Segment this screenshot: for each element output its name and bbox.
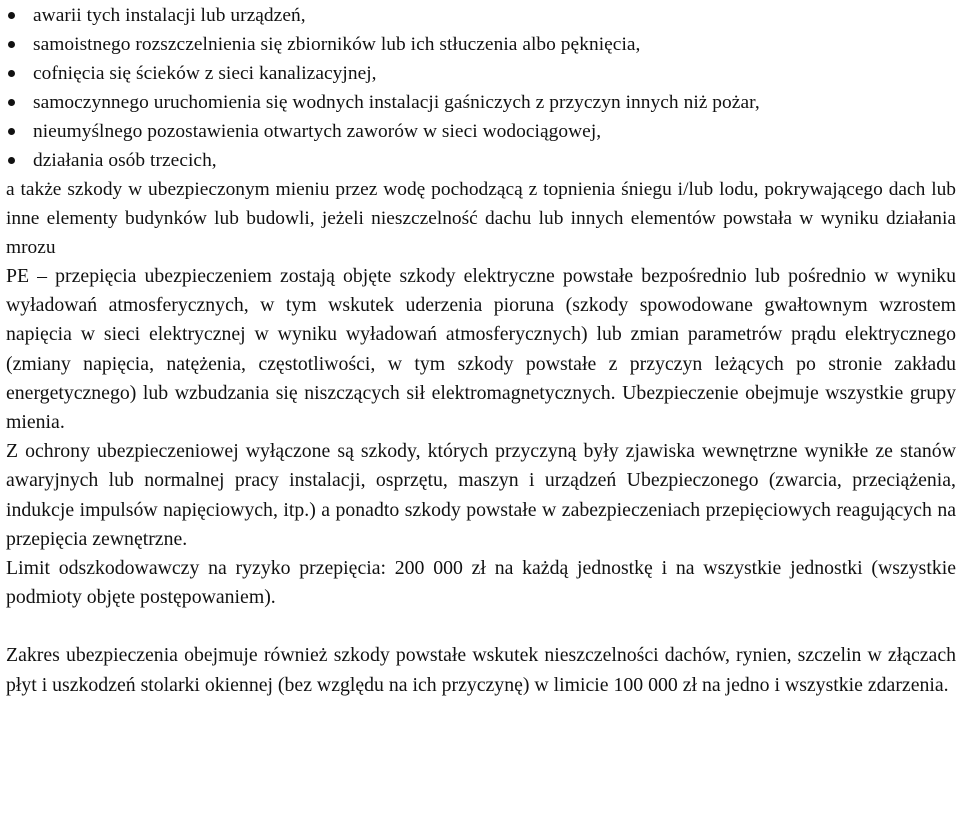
list-item [6,59,956,88]
list-item-text: awarii tych instalacji lub urządzeń, [33,5,306,26]
list-item [6,30,956,59]
list-item [6,88,956,117]
list-item-text: samoczynnego uruchomienia się wodnych instalacji gaśniczych z przyczyn innych niż pożar, [33,92,760,113]
bullet-icon [8,128,15,135]
bullet-icon [8,99,15,106]
scope-paragraph: Zakres ubezpieczenia obejmuje również szkody powstałe wskutek nieszczelności dachów, rynien, szczelin w złączach płyt i uszkodzeń stolarki okiennej (bez względu na ich przyczynę) w limicie 100 000 zł na jedno i wszystkie zdarzenia. [6,644,956,696]
bullet-icon [8,41,15,48]
bullet-icon [8,12,15,19]
snow-melt-paragraph: a także szkody w ubezpieczonym mieniu przez wodę pochodzącą z topnienia śniegu i/lub lodu, pokrywającego dach lub inne elementy budynków lub budowli, jeżeli nieszczelność dachu lub innych elementów powstała w wyniku działania mrozu [6,179,956,258]
list-item [6,117,956,146]
bullet-icon [8,70,15,77]
surge-paragraph [6,262,956,437]
list-item-text: działania osób trzecich, [33,150,217,171]
list-item-text: nieumyślnego pozostawienia otwartych zaworów w sieci wodociągowej, [33,121,602,142]
list-item-text: cofnięcia się ścieków z sieci kanalizacyjnej, [33,63,377,84]
surge-description: – przepięcia ubezpieczeniem zostają objęte szkody elektryczne powstałe bezpośrednio lub pośrednio w wyniku wyładowań atmosferycznych, w tym wskutek uderzenia pioruna (szkody spowodowane gwałtownym wzrostem napięcia w sieci elektrycznej w wyniku wyładowań atmosferycznych) lub zmian parametrów prądu elektrycznego (zmiany napięcia, natężenia, częstotliwości, w tym szkody powstałe z przyczyn leżących po stronie zakładu energetycznego) lub wzbudzania się niszczących sił elektromagnetycznych. Ubezpieczenie obejmuje wszystkie grupy mienia. [6,265,956,434]
cause-list [6,0,956,175]
exclusion-paragraph: Z ochrony ubezpieczeniowej wyłączone są szkody, których przyczyną były zjawiska wewnętrzne wynikłe ze stanów awaryjnych lub normalnej pracy instalacji, osprzętu, maszyn i urządzeń Ubezpieczonego (zwarcia, przeciążenia, indukcje impulsów napięciowych, itp.) a ponadto szkody powstałe w zabezpieczeniach przepięciowych reagujących na przepięcia zewnętrzne. [6,440,956,550]
bullet-icon [8,157,15,164]
surge-code: PE [6,265,30,287]
limit-paragraph: Limit odszkodowawczy na ryzyko przepięcia: 200 000 zł na każdą jednostkę i na wszystkie jednostki (wszystkie podmioty objęte postępowaniem). [6,557,956,609]
list-item [6,146,956,175]
list-item [6,1,956,30]
list-item-text: samoistnego rozszczelnienia się zbiorników lub ich stłuczenia albo pęknięcia, [33,34,641,55]
